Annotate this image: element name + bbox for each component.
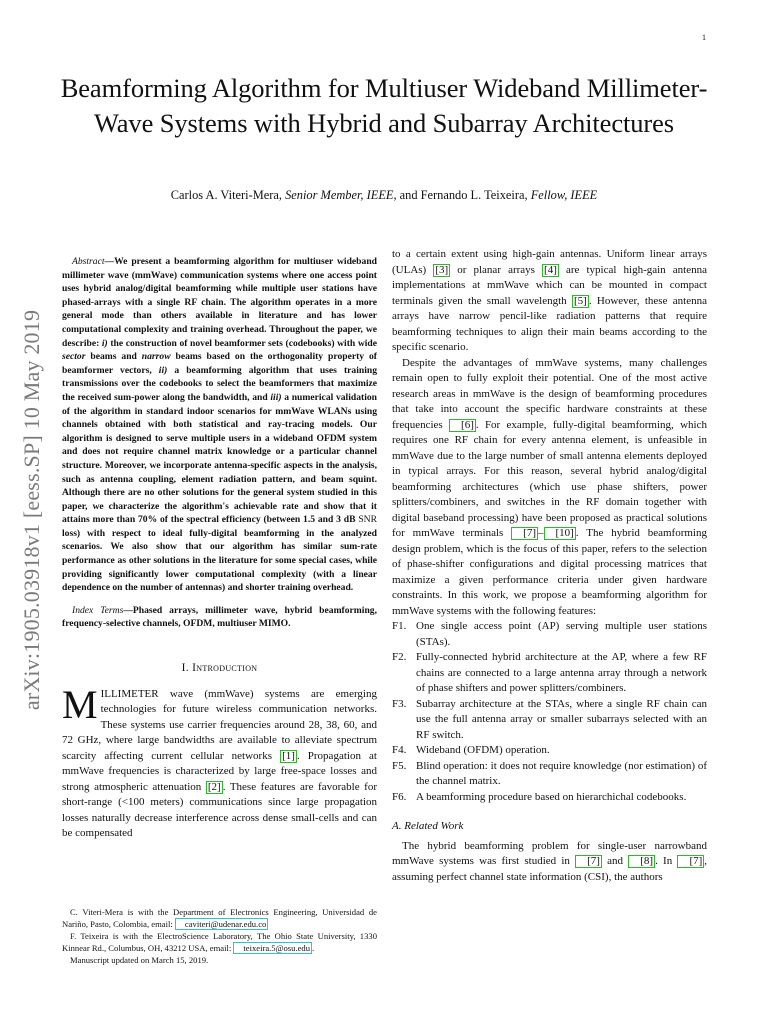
arxiv-stamp-text: arXiv:1905.03918v1 [eess.SP] 10 May 2019 xyxy=(19,309,44,711)
email-link[interactable]: teixeira.5@osu.edu xyxy=(233,942,312,954)
citation-link[interactable]: [3] xyxy=(435,263,449,276)
abstract-item-marker: ii) xyxy=(158,364,168,376)
subsection-heading: A. Related Work xyxy=(392,820,464,832)
drop-cap: M xyxy=(62,681,98,727)
body-text: . However, these antenna arrays have narrow pencil-like radiation patterns that require beamforming techniques to align their main beams according to the specific scenario. xyxy=(392,294,707,353)
abstract-text: a beamforming algorithm that uses training transmissions over the codebooks to select the beamformers that maximize the received sum-power along the bandwidth, and xyxy=(62,364,377,403)
feature-item xyxy=(392,619,707,650)
author-1-role: Senior Member, IEEE xyxy=(285,188,394,202)
citation-link[interactable]: [7] xyxy=(511,527,538,540)
feature-text: A beamforming procedure based on hierarchichal codebooks. xyxy=(416,790,687,803)
section-numeral: I. xyxy=(181,662,193,675)
paper-title: Beamforming Algorithm for Multiuser Wideband Millimeter-Wave Systems with Hybrid and Subarray Architectures xyxy=(60,73,708,138)
author-2-role: Fellow, IEEE xyxy=(530,188,598,202)
intro-text: wave (mmWave) systems are emerging technologies for future wireless communication networks. These systems use carrier frequencies around 28, 38, 60, and 72 GHz, where large bandwidths are available to alleviate spectrum scarcity affecting current cellular networks xyxy=(62,687,377,762)
body-text: or planar arrays xyxy=(450,263,543,276)
intro-text: . These features are favorable for short-range (<100 meters) communications since large propagation losses naturally decrease interference across dense small-cells and can be compensated xyxy=(62,780,377,840)
body-text: . In xyxy=(655,855,678,867)
abstract-text: the construction of novel beamformer sets (codebooks) with wide xyxy=(107,337,378,349)
feature-label: F6. xyxy=(392,790,407,803)
footnote-text: . xyxy=(312,943,315,953)
feature-item xyxy=(392,759,707,790)
feature-item xyxy=(392,697,707,744)
right-column xyxy=(392,247,707,885)
footnote-text: F. Teixeira is with the ElectroScience Laboratory, The Ohio State University, 1330 Kinnear Rd., Columbus, OH, 43212 USA, email: xyxy=(62,931,377,953)
abstract-item-marker: i) xyxy=(101,337,108,349)
author-1: Carlos A. Viteri-Mera, xyxy=(170,188,282,202)
abstract-text: a numerical validation of the algorithm in standard indoor scenarios for mmWave WLANs using channels obtained with both statistical and ray-tracing models. Our algorithm is designed to serve multiple users in a wideband OFDM system and does not require channel matrix knowledge or a particular channel structure. Moreover, we incorporate antenna-specific aspects in the analysis, such as antenna coupling, element radiation pattern, and beam squint. Although there are no other solutions for the general system studied in this paper, we characterize the algorithm's achievable rate and show that it attains more than 70% of the spectral efficiency (between 1.5 and 3 dB xyxy=(62,391,378,526)
citation-link[interactable]: [5] xyxy=(574,294,587,307)
footnote-text: C. Viteri-Mera is with the Department of Electronics Engineering, Universidad de Nariño, Pasto, Colombia, email: xyxy=(62,907,377,929)
abstract-emphasis: sector xyxy=(62,351,86,363)
feature-text: One single access point (AP) serving multiple user stations (STAs). xyxy=(416,620,707,648)
intro-paragraph xyxy=(62,681,377,842)
section-title: Introduction xyxy=(192,662,258,675)
feature-text: Blind operation: it does not require knowledge (nor estimation) of the channel matrix. xyxy=(416,759,707,787)
footnote-1 xyxy=(62,906,377,930)
index-terms-text: —Phased arrays, millimeter wave, hybrid beamforming, frequency-selective channels, OFDM, multiuser MIMO. xyxy=(62,604,377,630)
footnote-2 xyxy=(62,930,377,954)
body-text: Despite the advantages of mmWave systems, many challenges remain open to fully exploit their potential. One of the most active research areas in mmWave is the design of beamforming procedures that take into account the specific hardware constraints at these frequencies xyxy=(392,356,707,431)
feature-text: Fully-connected hybrid architecture at the AP, where a few RF chains are connected to a large antenna array through a network of phase shifters and power splitters/combiners. xyxy=(416,651,707,694)
body-text: are typical high-gain antenna implementations at mmWave which can be mounted in compact terminals given the small wavelength xyxy=(392,263,707,307)
feature-list xyxy=(392,619,707,805)
feature-label: F1. xyxy=(392,620,407,632)
author-conjunction: , and Fernando L. Teixeira, xyxy=(393,188,528,202)
citation-link[interactable]: [2] xyxy=(207,780,221,793)
body-text: to a certain extent using high-gain antennas. Uniform linear arrays (ULAs) xyxy=(392,248,707,276)
abstract-emphasis: narrow xyxy=(141,351,171,363)
abstract-text: beams based on the orthogonality property of beamformer vectors, xyxy=(62,351,377,376)
feature-item xyxy=(392,790,707,806)
left-column xyxy=(62,255,377,842)
abstract-text: loss) with respect to ideal fully-digital beamforming in the analyzed scenarios. We also show that our algorithm has similar sum-rate performance as other solutions in the literature for some special cases, while providing significantly lower computational complexity (with a linear dependence on the number of antennas) and shorter training overhead. xyxy=(62,527,377,594)
index-terms-label: Index Terms xyxy=(72,604,124,616)
footnote-3: Manuscript updated on March 15, 2019. xyxy=(70,955,209,965)
intro-capword: ILLIMETER xyxy=(100,687,159,700)
email-link[interactable]: caviteri@udenar.edu.co xyxy=(175,918,268,930)
page-number: 1 xyxy=(702,33,706,42)
abstract-text: beams and xyxy=(85,351,142,363)
feature-item xyxy=(392,743,707,759)
citation-link[interactable]: [1] xyxy=(282,749,295,762)
abstract-text: —We present a beamforming algorithm for multiuser wideband millimeter wave (mmWave) communication systems where one access point uses hybrid analog/digital beamforming while multiple user stations have phased-arrays with a single RF chain. The algorithm operates in a more general mode than others available in literature and has lower computational complexity and training overhead. Throughout the paper, we describe: xyxy=(62,256,377,349)
body-text: , assuming perfect channel state information (CSI), the authors xyxy=(392,855,708,883)
paragraph xyxy=(392,356,707,620)
footnotes xyxy=(62,906,377,966)
abstract xyxy=(62,255,377,595)
body-text: . For example, fully-digital beamforming, which requires one RF chain for every antenna element, is unfeasible in mmWave due to the large number of small antenna elements deployed in typical arrays. For this reason, several hybrid analog/digital beamforming architectures (which use phase shifters, power splitters/combiners, and switches in the RF domain together with digital baseband processing) have been proposed as practical solutions for mmWave terminals xyxy=(392,418,707,539)
body-text: and xyxy=(601,855,629,867)
body-text: – xyxy=(538,527,544,539)
feature-text: Wideband (OFDM) operation. xyxy=(416,744,550,756)
paragraph xyxy=(392,247,707,356)
feature-label: F3. xyxy=(392,697,407,710)
feature-item xyxy=(392,650,707,697)
feature-label: F4. xyxy=(392,744,407,756)
citation-link[interactable]: [7] xyxy=(575,855,602,868)
index-terms xyxy=(62,604,377,631)
citation-link[interactable]: [6] xyxy=(449,419,476,432)
abstract-snr: SNR xyxy=(358,514,377,526)
abstract-label: Abstract xyxy=(72,256,105,267)
feature-text: Subarray architecture at the STAs, where a single RF chain can use the full antenna array or smaller subarrays selected with an RF switch. xyxy=(416,697,707,741)
feature-label: F5. xyxy=(392,759,407,772)
author-line xyxy=(40,188,728,203)
arxiv-stamp xyxy=(14,260,50,760)
feature-label: F2. xyxy=(392,651,407,663)
body-text: . The hybrid beamforming design problem, which is the focus of this paper, refers to the selection of phase-shifter configurations and digital processing matrices that maximize a given performance criteria under given hardware constraints. In this work, we propose a beamforming algorithm for mmWave systems with the following features: xyxy=(392,527,707,617)
section-heading xyxy=(62,661,377,677)
abstract-item-marker: iii) xyxy=(270,391,282,403)
citation-link[interactable]: [8] xyxy=(628,855,655,868)
intro-text: . Propagation at mmWave frequencies is characterized by large free-space losses and strong atmospheric attenuation xyxy=(62,749,377,793)
citation-link[interactable]: [10] xyxy=(544,527,576,540)
citation-link[interactable]: [7] xyxy=(677,855,704,868)
paragraph xyxy=(392,839,707,886)
citation-link[interactable]: [4] xyxy=(544,263,557,276)
body-text: The hybrid beamforming problem for single-user narrowband mmWave systems was first studied in xyxy=(392,839,707,867)
